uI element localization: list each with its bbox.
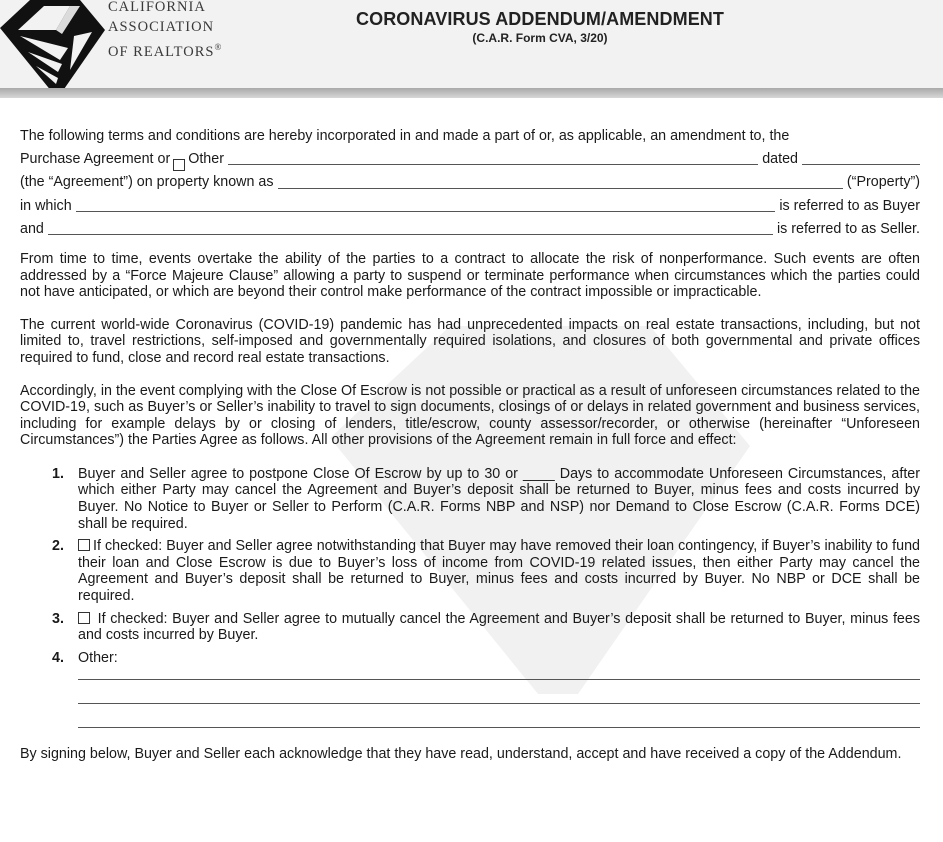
other-terms-line[interactable] [78,702,920,704]
in-which-label: in which [20,197,72,214]
item-text: If checked: Buyer and Seller agree to mutually cancel the Agreement and Buyer’s deposit shall be returned to Buyer, minus fees and costs incurred by Buyer. [78,610,920,644]
registered-mark: ® [214,42,222,52]
purchase-agreement-label: Purchase Agreement or [20,151,171,168]
dated-label: dated [762,151,798,168]
list-item [52,611,920,644]
unforeseen-circumstances-paragraph: Accordingly, in the event complying with the Close Of Escrow is not possible or practical as a result of unforeseen circumstances related to the COVID-19, such as Buyer’s or Seller’s inability to travel to sign documents, closings of or delays in related government and business services, including for example delays by or closing of lenders, title/escrow, county assessor/recorder, or otherwise (hereinafter “Unforeseen Circumstances”) the Parties Agree as follows. All other provisions of the Agreement remain in full force and effect: [20,382,920,449]
item-text: Days to accommodate Unforeseen Circumstances, after which either Party may cancel the Agreement and Buyer’s deposit shall be returned to Buyer, minus fees and costs incurred by Buyer. No Notice to Buyer or Seller to Perform (C.A.R. Forms NBP and NSP) nor Demand to Close Escrow (C.A.R. Forms DCE) shall be required. [78,465,921,532]
other-document-field[interactable] [228,163,758,165]
acknowledgement-paragraph: By signing below, Buyer and Seller each acknowledge that they have read, understand, accept and have received a copy of the Addendum. [20,746,902,763]
other-label: Other [188,151,224,168]
dated-field[interactable] [802,163,920,165]
org-name-line2: ASSOCIATION [108,19,215,35]
item-text: Other: [78,649,118,666]
intro-line-4 [20,195,920,218]
seller-label: is referred to as Seller. [776,220,920,237]
org-name-line1: CALIFORNIA [108,0,206,15]
form-title: CORONAVIRUS ADDENDUM/AMENDMENT [356,9,724,29]
terms-list [52,466,920,667]
item-number: 3. [52,610,64,627]
buyer-label: is referred to as Buyer [779,197,920,214]
item-number: 2. [52,538,64,555]
property-address-field[interactable] [278,187,843,189]
item-text: If checked: Buyer and Seller agree notwithstanding that Buyer may have removed their loan contingency, if Buyer’s inability to fund their loan and Close Escrow is due to Buyer’s loss of income from COVID-19 related issues, then either Party may cancel the Agreement and Buyer’s deposit shall be returned to Buyer, minus fees and costs incurred by Buyer. No NBP or DCE shall be required. [78,538,920,605]
intro-line-2 [20,148,920,171]
org-name-line3: OF REALTORS [108,43,215,60]
form-body [20,125,920,763]
org-name [108,0,278,62]
car-logo-icon [0,0,105,92]
other-terms-line[interactable] [78,678,920,680]
list-item [52,466,920,532]
list-item [52,650,920,667]
buyer-name-field[interactable] [76,210,776,212]
force-majeure-paragraph: From time to time, events overtake the ability of the parties to a contract to allocate the risk of nonperformance. Such events are often addressed by a “Force Majeure Clause” allowing a party to suspend or terminate performance when circumstances which the parties could not have anticipated, or which are beyond their control make performance of the contract impossible or impracticable. [20,250,920,301]
intro-line-1 [20,125,920,148]
and-label: and [20,220,44,237]
item-text: Buyer and Seller agree to postpone Close Of Escrow by up to 30 or [78,465,518,482]
header-divider [0,88,943,98]
intro-line-3 [20,171,920,194]
property-label: (“Property”) [846,174,920,191]
pandemic-paragraph: The current world-wide Coronavirus (COVID-19) pandemic has had unprecedented impacts on real estate transactions, including, but not limited to, travel restrictions, self-imposed and governmentally required isolations, and closures of both governmental and private offices required to fund, close and record real estate transactions. [20,316,920,366]
other-checkbox[interactable] [173,159,185,171]
list-item [52,538,920,604]
intro-text-1: The following terms and conditions are hereby incorporated in and made a part of or, as applicable, an amendment to, the [20,127,790,144]
intro-line-5 [20,218,920,241]
loan-contingency-checkbox[interactable] [78,539,90,551]
form-subtitle: (C.A.R. Form CVA, 3/20) [472,31,608,45]
item-number: 1. [52,465,64,482]
property-known-label: (the “Agreement”) on property known as [20,174,274,191]
other-terms-line[interactable] [78,726,920,728]
item-number: 4. [52,649,64,666]
seller-name-field[interactable] [48,233,773,235]
days-field[interactable]: ____ [522,465,555,482]
other-terms-lines [20,678,920,728]
mutual-cancel-checkbox[interactable] [78,612,90,624]
form-header [0,0,943,88]
